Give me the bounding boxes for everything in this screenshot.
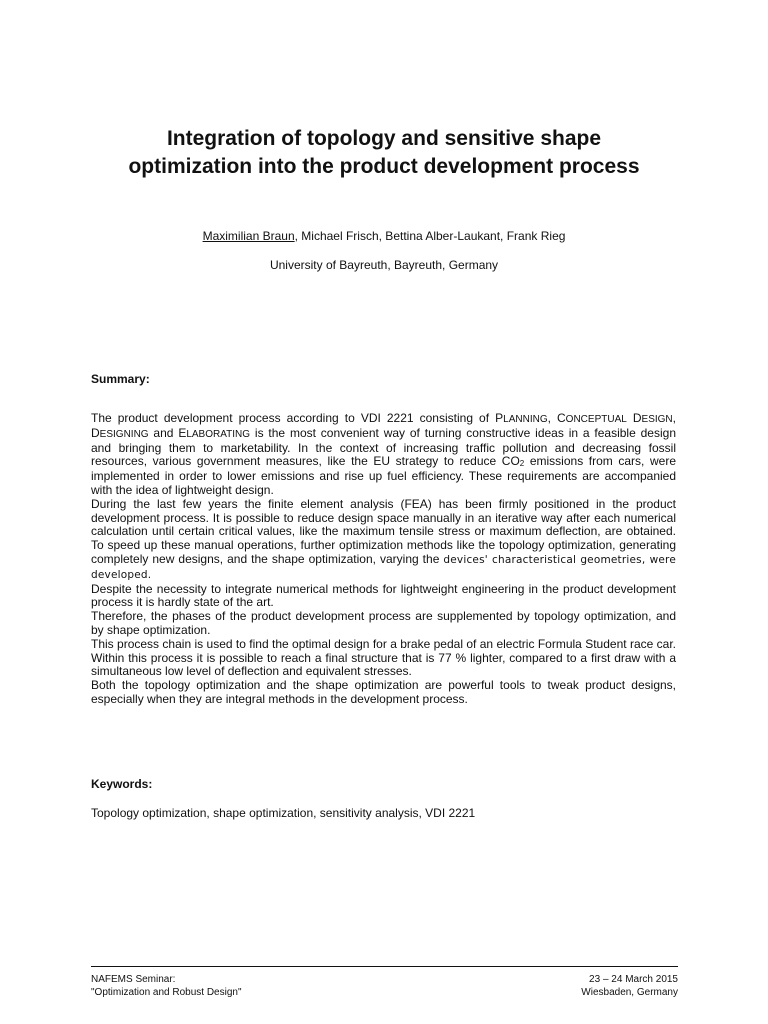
paper-title <box>80 125 688 181</box>
planning-rest: LANNING <box>503 414 548 425</box>
title-line-1: Integration of topology and sensitive shape <box>166 127 602 150</box>
keywords-text: Topology optimization, shape optimization, sensitivity analysis, VDI 2221 <box>91 806 476 820</box>
design-rest: ESIGN <box>641 414 673 425</box>
keywords-heading: Keywords: <box>91 777 153 791</box>
summary-body <box>91 412 676 707</box>
summary-paragraph-1 <box>91 412 676 498</box>
conceptual-rest: ONCEPTUAL <box>565 414 627 425</box>
footer-left <box>91 973 242 999</box>
title-line-2: optimization into the product development process <box>128 155 640 178</box>
footer-seminar-title: "Optimization and Robust Design" <box>91 987 242 998</box>
designing-rest: ESIGNING <box>99 428 149 440</box>
summary-paragraph-6: Both the topology optimization and the shape optimization are powerful tools to tweak product designs, especially when they are integral methods in the development process. <box>91 678 676 706</box>
summary-paragraph-5: This process chain is used to find the optimal design for a brake pedal of an electric Formula Student race car. Within this process it is possible to reach a final structure that is 77 % lighter, compared to a first draw with a simultaneous low level of deflection and equivalent stresses. <box>91 636 676 679</box>
summary-paragraph-2 <box>91 498 676 583</box>
planning-cap: P <box>495 411 504 425</box>
presenting-author: Maximilian Braun <box>202 229 295 243</box>
co2-subscript: 2 <box>519 459 525 469</box>
elaborating-rest: LABORATING <box>186 428 251 440</box>
p2-text-1: During the last few years the finite element analysis (FEA) has been firmly positioned in the product development process. It is possible to reduce design space manually in an iterative way after each numerical calculation until certain critical values, like the maximum tensile stress or maximum deflection, are obtained. To speed up these manual operations, further optimization methods like the topology optimization, generating completely new designs, and the shape optimization, varying the <box>91 496 676 566</box>
affiliation: University of Bayreuth, Bayreuth, Germany <box>269 258 499 272</box>
p1-text-6: emissions from cars, were implemented in order to lower emissions and rise up fuel efficiency. These requirements are accompanied with the idea of lightweight design. <box>91 454 676 497</box>
author-list <box>80 228 688 244</box>
elaborating-cap: E <box>178 425 187 440</box>
co-authors: , Michael Frisch, Bettina Alber-Laukant, Frank Rieg <box>294 229 566 243</box>
footer-seminar: NAFEMS Seminar: <box>91 974 176 985</box>
summary-paragraph-4: Therefore, the phases of the product development process are supplemented by topology optimization, and by shape optimization. <box>91 609 676 637</box>
p1-text-5: is the most convenient way of turning constructive ideas in a feasible design and bringing them to marketability. In the context of increasing traffic pollution and decreasing fossil resources, various government measures, like the EU strategy to reduce CO <box>91 425 676 469</box>
summary-paragraph-3: Despite the necessity to integrate numerical methods for lightweight engineering in the product development process it is hardly state of the art. <box>91 581 676 610</box>
footer-right <box>581 973 678 999</box>
footer-location: Wiesbaden, Germany <box>581 987 678 998</box>
p1-text-1: The product development process according to VDI 2221 consisting of <box>91 411 496 425</box>
p1-text-3: , <box>672 411 676 425</box>
p1-text-2: , <box>547 411 557 425</box>
designing-cap: D <box>91 425 100 440</box>
p1-text-4: and <box>148 425 179 440</box>
conceptual-cap: C <box>557 411 566 425</box>
footer-date: 23 – 24 March 2015 <box>589 974 678 985</box>
footer-divider <box>91 966 678 967</box>
summary-heading: Summary: <box>91 372 150 386</box>
p2-text-2: devices' characteristical geometries, were developed. <box>91 553 676 581</box>
design-cap: D <box>632 411 642 425</box>
